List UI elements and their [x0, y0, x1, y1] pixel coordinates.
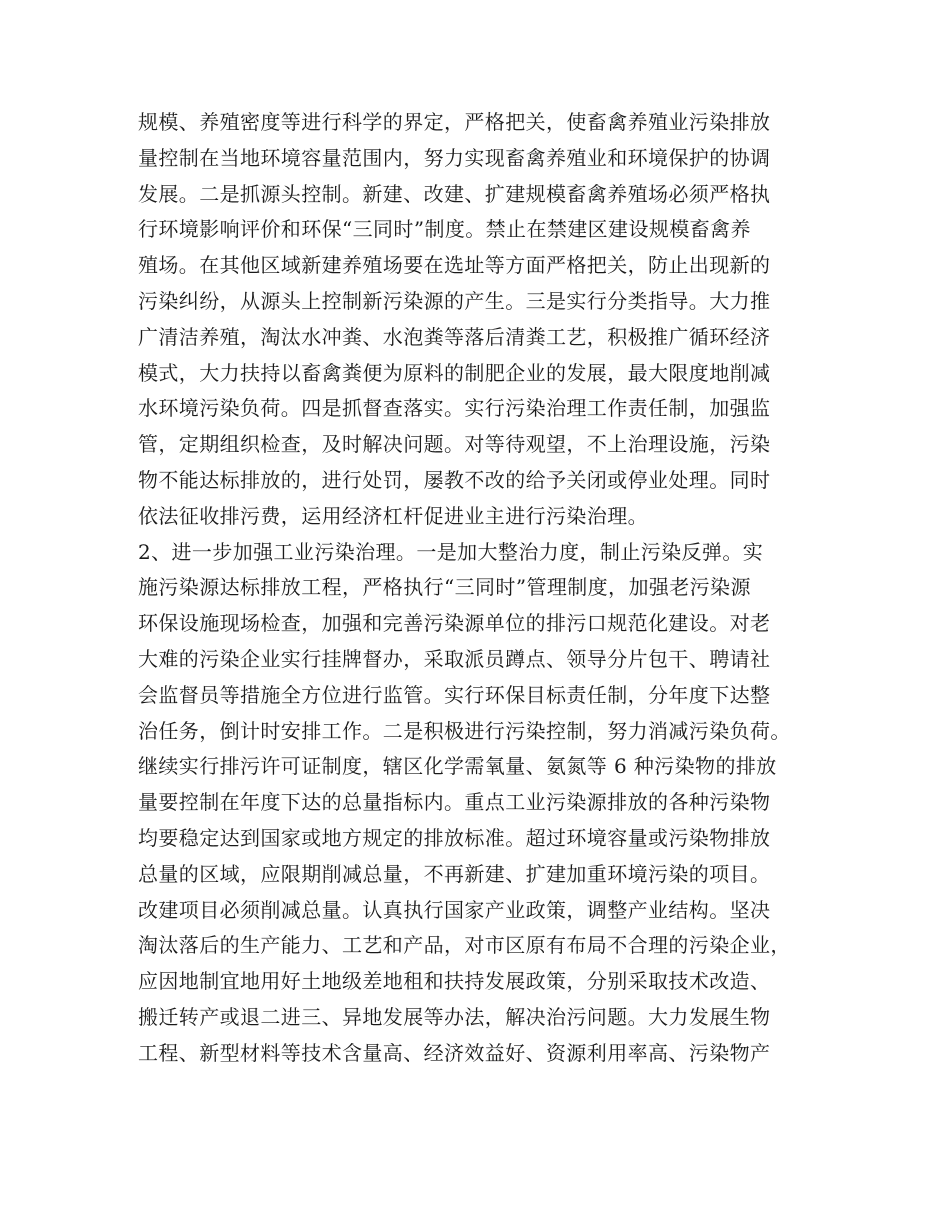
text-line: 物不能达标排放的，进行处罚，屡教不改的给予关闭或停业处理。同时 [138, 467, 771, 492]
text-line: 量要控制在年度下达的总量指标内。重点工业污染源排放的各种污染物 [138, 790, 771, 815]
text-line: 均要稳定达到国家或地方规定的排放标准。超过环境容量或污染物排放 [138, 825, 771, 850]
text-line: 殖场。在其他区域新建养殖场要在选址等方面严格把关，防止出现新的 [138, 253, 771, 278]
text-line: 工程、新型材料等技术含量高、经济效益好、资源利用率高、污染物产 [138, 1040, 771, 1065]
text-line: 环保设施现场检查，加强和完善污染源单位的排污口规范化建设。对老 [138, 611, 771, 636]
text-line: 广清洁养殖，淘汰水冲粪、水泡粪等落后清粪工艺，积极推广循环经济 [138, 324, 771, 349]
text-line: 治任务，倒计时安排工作。二是积极进行污染控制，努力消减污染负荷。 [138, 718, 791, 743]
text-line: 污染纠纷，从源头上控制新污染源的产生。三是实行分类指导。大力推 [138, 288, 771, 313]
text-line: 规模、养殖密度等进行科学的界定，严格把关，使畜禽养殖业污染排放 [138, 110, 771, 134]
text-line: 管，定期组织检查，及时解决问题。对等待观望，不上治理设施，污染 [138, 432, 771, 457]
text-line: 模式，大力扶持以畜禽粪便为原料的制肥企业的发展，最大限度地削减 [138, 360, 771, 385]
text-line: 依法征收排污费，运用经济杠杆促进业主进行污染治理。 [138, 503, 648, 528]
text-line: 总量的区域，应限期削减总量，不再新建、扩建加重环境污染的项目。 [138, 861, 771, 886]
text-line: 继续实行排污许可证制度，辖区化学需氧量、氨氮等 6 种污染物的排放 [138, 754, 777, 779]
text-line: 应因地制宜地用好土地级差地租和扶持发展政策，分别采取技术改造、 [138, 969, 771, 994]
text-line: 会监督员等措施全方位进行监管。实行环保目标责任制，分年度下达整 [138, 682, 771, 707]
text-line: 水环境污染负荷。四是抓督查落实。实行污染治理工作责任制，加强监 [138, 396, 771, 421]
section-2-heading-line: 2、进一步加强工业污染治理。一是加大整治力度，制止污染反弹。实 [138, 539, 764, 564]
text-line: 大难的污染企业实行挂牌督办，采取派员蹲点、领导分片包干、聘请社 [138, 646, 771, 671]
text-line: 施污染源达标排放工程，严格执行“三同时”管理制度，加强老污染源 [138, 575, 751, 600]
text-line: 发展。二是抓源头控制。新建、改建、扩建规模畜禽养殖场必须严格执 [138, 181, 771, 206]
text-line: 淘汰落后的生产能力、工艺和产品，对市区原有布局不合理的污染企业， [138, 933, 791, 958]
text-line: 行环境影响评价和环保“三同时”制度。禁止在禁建区建设规模畜禽养 [138, 217, 751, 242]
body-text [138, 105, 838, 1072]
text-line: 量控制在当地环境容量范围内，努力实现畜禽养殖业和环境保护的协调 [138, 145, 771, 170]
text-line: 搬迁转产或退二进三、异地发展等办法，解决治污问题。大力发展生物 [138, 1004, 771, 1029]
text-line: 改建项目必须削减总量。认真执行国家产业政策，调整产业结构。坚决 [138, 897, 771, 922]
